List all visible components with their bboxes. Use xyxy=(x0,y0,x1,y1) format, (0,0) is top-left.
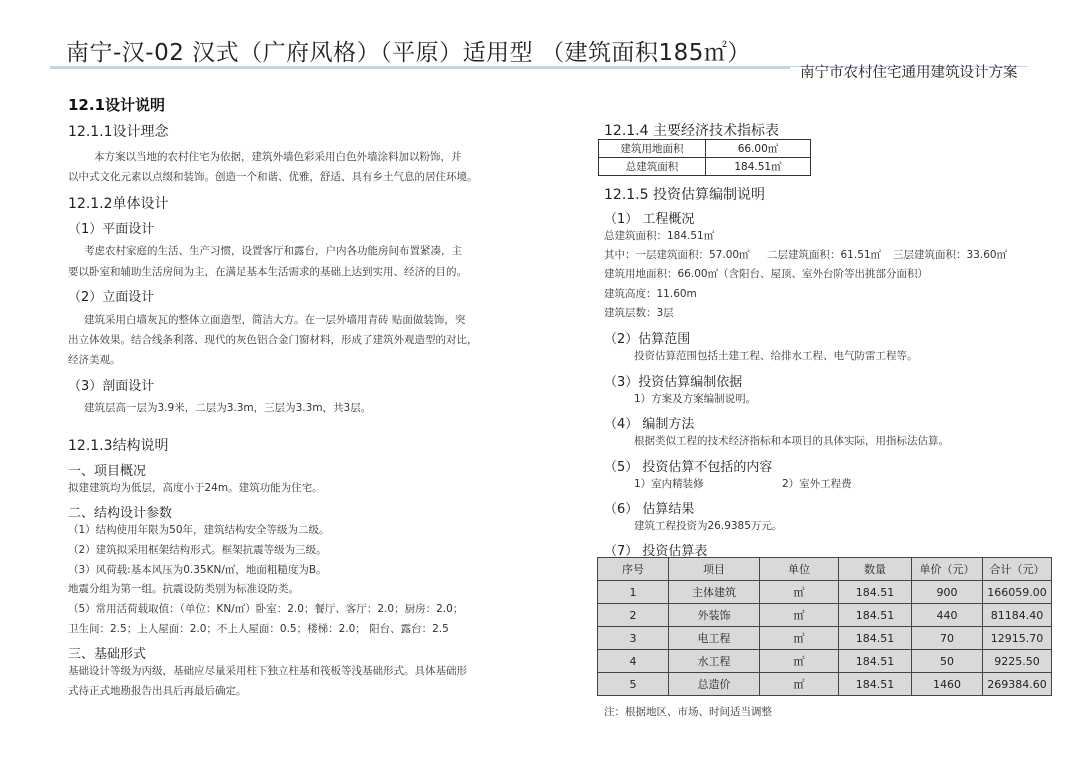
method-heading: （4） 编制方法 xyxy=(604,417,695,432)
param-line3: （3）风荷载:基本风压为0.35KN/㎡，地面粗糙度为B。 xyxy=(68,564,327,576)
exclusion-item-1: 1）室内精装修 xyxy=(634,478,704,490)
plan-design-heading: （1）平面设计 xyxy=(68,222,155,237)
overview-line5: 建筑层数：3层 xyxy=(604,307,674,319)
table-note: 注：根据地区、市场、时间适当调整 xyxy=(604,706,772,718)
table-cell: 12915.70 xyxy=(983,627,1052,650)
column-header: 单价（元） xyxy=(912,558,983,581)
result-paragraph: 建筑工程投资为26.9385万元。 xyxy=(634,520,783,532)
estimate-table-heading: （7） 投资估算表 xyxy=(604,544,708,559)
table-row xyxy=(599,140,811,158)
kv-label: 建筑用地面积 xyxy=(599,140,706,158)
elevation-paragraph-line3: 经济美观。 xyxy=(68,354,121,366)
table-cell: ㎡ xyxy=(760,673,839,696)
kv-value: 66.00㎡ xyxy=(706,140,811,158)
param-line2: （2）建筑拟采用框架结构形式。框架抗震等级为三级。 xyxy=(68,544,327,556)
plan-paragraph-line1: 考虑农村家庭的生活、生产习惯，设置客厅和露台，户内各功能房间布置紧凑，主 xyxy=(84,245,462,257)
concept-paragraph-line1: 本方案以当地的农村住宅为依据，建筑外墙色彩采用白色外墙涂料加以粉饰，并 xyxy=(94,151,462,163)
project-overview-heading: 一、项目概况 xyxy=(68,464,147,479)
param-line4: 地震分组为第一组。抗震设防类别为标准设防类。 xyxy=(68,583,299,595)
table-row xyxy=(598,650,1052,673)
column-header: 数量 xyxy=(839,558,912,581)
table-cell: 9225.50 xyxy=(983,650,1052,673)
economic-indicators-table xyxy=(598,139,811,176)
table-row xyxy=(598,604,1052,627)
table-cell: 70 xyxy=(912,627,983,650)
section-12-1-1-heading: 12.1.1设计理念 xyxy=(68,124,169,140)
table-cell: 900 xyxy=(912,581,983,604)
table-cell: 水工程 xyxy=(669,650,760,673)
overview-line3: 建筑用地面积：66.00㎡（含阳台、屋顶、室外台阶等出挑部分面积） xyxy=(604,268,929,280)
basis-paragraph: 1）方案及方案编制说明。 xyxy=(634,393,757,405)
param-line1: （1）结构使用年限为50年，建筑结构安全等级为二级。 xyxy=(68,524,330,536)
page-subtitle: 南宁市农村住宅通用建筑设计方案 xyxy=(800,65,1018,81)
table-row xyxy=(598,673,1052,696)
section-12-1-heading: 12.1设计说明 xyxy=(68,96,166,114)
kv-label: 总建筑面积 xyxy=(599,158,706,176)
table-cell: 外装饰 xyxy=(669,604,760,627)
table-cell: 50 xyxy=(912,650,983,673)
scope-paragraph: 投资估算范围包括土建工程、给排水工程、电气防雷工程等。 xyxy=(634,350,918,362)
table-cell: 1 xyxy=(598,581,669,604)
table-cell: 184.51 xyxy=(839,581,912,604)
table-cell: 184.51 xyxy=(839,627,912,650)
table-cell: 1460 xyxy=(912,673,983,696)
concept-paragraph-line2: 以中式文化元素以点缀和装饰。创造一个和谐、优雅，舒适、具有乡土气息的居住环境。 xyxy=(68,171,478,183)
foundation-heading: 三、基础形式 xyxy=(68,647,147,662)
scope-heading: （2）估算范围 xyxy=(604,332,691,347)
foundation-line1: 基础设计等级为丙级，基础应尽量采用柱下独立柱基和筏板等浅基础形式。具体基础形 xyxy=(68,665,467,677)
overview-line2b: 二层建筑面积：61.51㎡ xyxy=(767,249,882,261)
method-paragraph: 根据类似工程的技术经济指标和本项目的具体实际，用指标法估算。 xyxy=(634,435,949,447)
exclusions-heading: （5） 投资估算不包括的内容 xyxy=(604,460,773,475)
project-overview-paragraph: 拟建建筑均为低层，高度小于24m。建筑功能为住宅。 xyxy=(68,482,323,494)
section-12-1-5-heading: 12.1.5 投资估算编制说明 xyxy=(604,187,765,203)
elevation-design-heading: （2）立面设计 xyxy=(68,290,155,305)
table-cell: ㎡ xyxy=(760,650,839,673)
section-12-1-2-heading: 12.1.2单体设计 xyxy=(68,196,169,212)
table-cell: 2 xyxy=(598,604,669,627)
table-row xyxy=(599,158,811,176)
table-row xyxy=(598,627,1052,650)
column-header: 单位 xyxy=(760,558,839,581)
overview-heading: （1） 工程概况 xyxy=(604,212,695,227)
table-cell: 184.51 xyxy=(839,650,912,673)
param-line6: 卫生间：2.5；上人屋面：2.0；不上人屋面：0.5；楼梯：2.0； 阳台、露台：2.5 xyxy=(68,623,449,635)
section-12-1-4-heading: 12.1.4 主要经济技术指标表 xyxy=(604,123,779,139)
column-header: 序号 xyxy=(598,558,669,581)
kv-value: 184.51㎡ xyxy=(706,158,811,176)
exclusion-item-2: 2）室外工程费 xyxy=(782,478,852,490)
overview-line1: 总建筑面积：184.51㎡ xyxy=(604,230,715,242)
table-cell: ㎡ xyxy=(760,604,839,627)
header-divider xyxy=(50,66,790,69)
table-header-row xyxy=(598,558,1052,581)
table-cell: ㎡ xyxy=(760,627,839,650)
table-cell: 4 xyxy=(598,650,669,673)
section-design-heading: （3）剖面设计 xyxy=(68,379,155,394)
column-header: 合计（元） xyxy=(983,558,1052,581)
result-heading: （6） 估算结果 xyxy=(604,502,695,517)
section-12-1-3-heading: 12.1.3结构说明 xyxy=(68,438,169,454)
elevation-paragraph-line2: 出立体效果。结合线条利落、现代的灰色铝合金门窗材料，形成了建筑外观造型的对比， xyxy=(68,334,478,346)
table-cell: 184.51 xyxy=(839,604,912,627)
basis-heading: （3）投资估算编制依据 xyxy=(604,375,743,390)
overview-line2a: 其中：一层建筑面积：57.00㎡ xyxy=(604,249,750,261)
overview-line4: 建筑高度：11.60m xyxy=(604,288,697,300)
page-title: 南宁-汉-02 汉式（广府风格）（平原）适用型 （建筑面积185㎡） xyxy=(66,40,751,66)
table-cell: 440 xyxy=(912,604,983,627)
overview-line2c: 三层建筑面积：33.60㎡ xyxy=(893,249,1008,261)
column-header: 项目 xyxy=(669,558,760,581)
foundation-line2: 式待正式地勘报告出具后再最后确定。 xyxy=(68,685,247,697)
table-cell: 5 xyxy=(598,673,669,696)
table-cell: 3 xyxy=(598,627,669,650)
elevation-paragraph-line1: 建筑采用白墙灰瓦的整体立面造型，简洁大方。在一层外墙用青砖 贴面做装饰，突 xyxy=(84,314,466,326)
table-cell: 269384.60 xyxy=(983,673,1052,696)
table-cell: 81184.40 xyxy=(983,604,1052,627)
table-cell: 总造价 xyxy=(669,673,760,696)
table-cell: ㎡ xyxy=(760,581,839,604)
structure-params-heading: 二、结构设计参数 xyxy=(68,506,173,521)
plan-paragraph-line2: 要以卧室和辅助生活房间为主，在满足基本生活需求的基础上达到实用、经济的目的。 xyxy=(68,266,467,278)
table-cell: 电工程 xyxy=(669,627,760,650)
table-cell: 184.51 xyxy=(839,673,912,696)
investment-estimate-table xyxy=(597,557,1052,696)
table-cell: 166059.00 xyxy=(983,581,1052,604)
table-cell: 主体建筑 xyxy=(669,581,760,604)
section-paragraph: 建筑层高一层为3.9米，二层为3.3m，三层为3.3m，共3层。 xyxy=(84,402,372,414)
table-row xyxy=(598,581,1052,604)
param-line5: （5）常用活荷载取值：（单位：KN/㎡）卧室：2.0；餐厅、客厅：2.0；厨房：2.0； xyxy=(68,603,464,615)
